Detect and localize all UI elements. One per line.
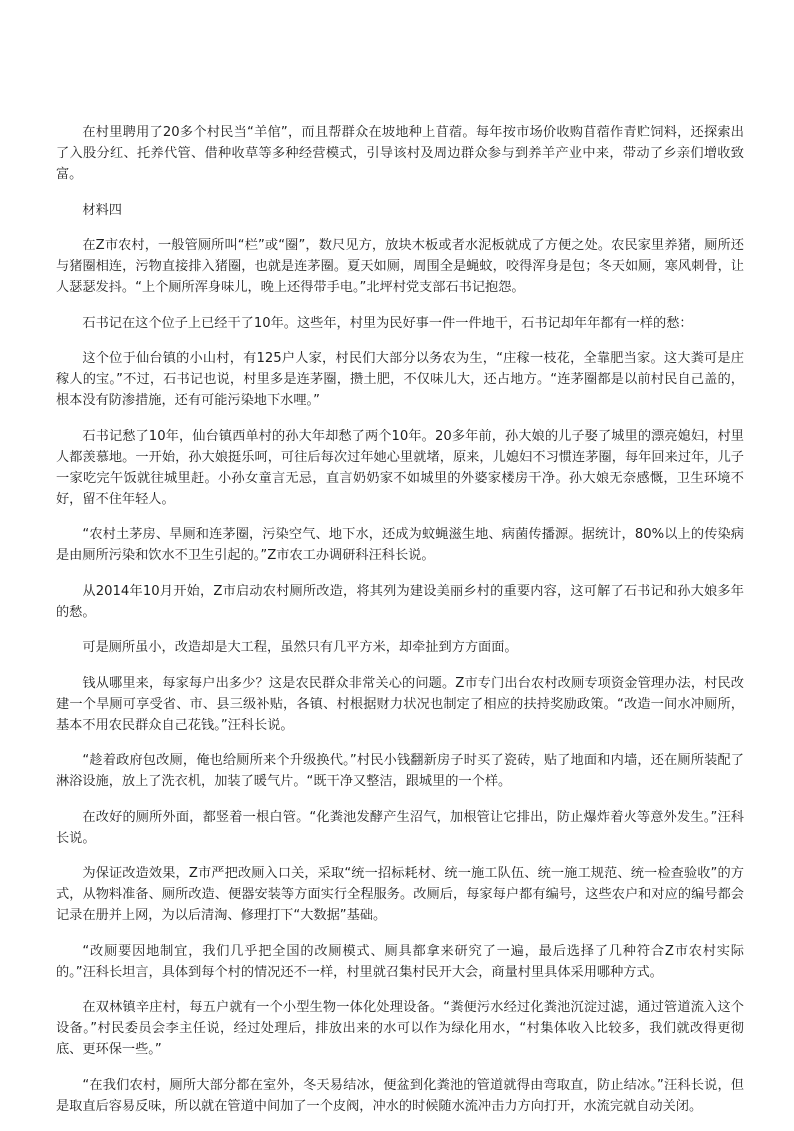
paragraph-5: 石书记愁了10年，仙台镇西单村的孙大年却愁了两个10年。20多年前，孙大娘的儿子娶了城里的漂亮媳妇，村里人都羡慕地。一开始，孙大娘挺乐呵，可往后每次过年她心里就堵，原来，儿媳妇不习惯连茅圈，每年回来过年，儿子一家吃完午饭就往城里赶。小孙女童言无忌，直言奶奶家不如城里的外婆家楼房干净。孙大娘无奈感慨，卫生环境不好，留不住年轻人。: [56, 428, 744, 507]
paragraph-11: 在改好的厕所外面，都竖着一根白管。“化粪池发酵产生沼气，加根管让它排出，防止爆炸着火等意外发生。”汪科长说。: [56, 809, 744, 846]
paragraph-13: “改厕要因地制宜，我们几乎把全国的改厕模式、厕具都拿来研究了一遍，最后选择了几种符合Z市农村实际的。”汪科长坦言，具体到每个村的情况还不一样，村里就召集村民开大会，商量村里具体采用哪种方式。: [56, 943, 744, 980]
paragraph-1: 在村里聘用了20多个村民当“羊倌”，而且帮群众在坡地种上苜蓿。每年按市场价收购苜蓿作青贮饲料，还探索出了入股分红、托养代管、借种收草等多种经营模式，引导该村及周边群众参与到养羊产业中来，带动了乡亲们增收致富。: [56, 125, 744, 182]
paragraph-9: 钱从哪里来，每家每户出多少？这是农民群众非常关心的问题。Z市专门出台农村改厕专项资金管理办法，村民改建一个旱厕可享受省、市、县三级补贴，各镇、村根据财力状况也制定了相应的扶持奖励政策。“改造一间水冲厕所，基本不用农民群众自己花钱。”汪科长说。: [56, 675, 744, 733]
paragraph-3: 石书记在这个位子上已经干了10年。这些年，村里为民好事一件一件地干，石书记却年年都有一样的愁：: [82, 315, 693, 331]
paragraph-8: 可是厕所虽小，改造却是大工程，虽然只有几平方米，却牵扯到方方面面。: [82, 640, 518, 655]
paragraph-7: 从2014年10月开始，Z市启动农村厕所改造，将其列为建设美丽乡村的重要内容，这可解了石书记和孙大娘多年的愁。: [56, 583, 744, 620]
paragraph-6: “农村土茅房、旱厕和连茅圈，污染空气、地下水，还成为蚊蝇滋生地、病菌传播源。据统计，80%以上的传染病是由厕所污染和饮水不卫生引起的。”Z市农工办调研科汪科长说。: [56, 527, 744, 563]
paragraph-10: “趁着政府包改厕，俺也给厕所来个升级换代。”村民小钱翻新房子时买了瓷砖，贴了地面和内墙，还在厕所装配了淋浴设施，放上了洗衣机，加装了暖气片。“既干净又整洁，跟城里的一个样。: [56, 753, 744, 789]
paragraph-15: “在我们农村，厕所大部分都在室外，冬天易结冰，便盆到化粪池的管道就得由弯取直，防止结冰。”汪科长说，但是取直后容易反味，所以就在管道中间加了一个皮阀，冲水的时候随水流冲击力方向打开，水流完就自动关闭。: [56, 1077, 744, 1114]
section-heading-material-4: 材料四: [82, 202, 122, 218]
paragraph-14: 在双林镇辛庄村，每五户就有一个小型生物一体化处理设备。“粪便污水经过化粪池沉淀过滤，通过管道流入这个设备。”村民委员会李主任说，经过处理后，排放出来的水可以作为绿化用水，“村集体收入比较多，我们就改得更彻底、更环保一些。”: [56, 1000, 744, 1057]
paragraph-2: 在Z市农村，一般管厕所叫“栏”或“圈”，数尺见方，放块木板或者水泥板就成了方便之处。农民家里养猪，厕所还与猪圈相连，污物直接排入猪圈，也就是连茅圈。夏天如厕，周围全是蝇蚊，咬得浑身是包；冬天如厕，寒风刺骨，让人瑟瑟发抖。“上个厕所浑身味儿，晚上还得带手电。”北坪村党支部石书记抱怨。: [56, 238, 744, 295]
paragraph-4: 这个位于仙台镇的小山村，有125户人家，村民们大部分以务农为生，“庄稼一枝花，全靠肥当家。这大粪可是庄稼人的宝。”不过，石书记也说，村里多是连茅圈，攒土肥，不仅味儿大，还占地方。“连茅圈都是以前村民自己盖的，根本没有防渗措施，还有可能污染地下水哩。”: [56, 351, 744, 408]
paragraph-12: 为保证改造效果，Z市严把改厕入口关，采取“统一招标耗材、统一施工队伍、统一施工规范、统一检查验收”的方式，从物料准备、厕所改造、便器安装等方面实行全程服务。改厕后，每家每户都有编号，这些农户和对应的编号都会记录在册并上网，为以后清淘、修理打下“大数据”基础。: [56, 866, 744, 923]
document-body: [56, 122, 744, 1131]
